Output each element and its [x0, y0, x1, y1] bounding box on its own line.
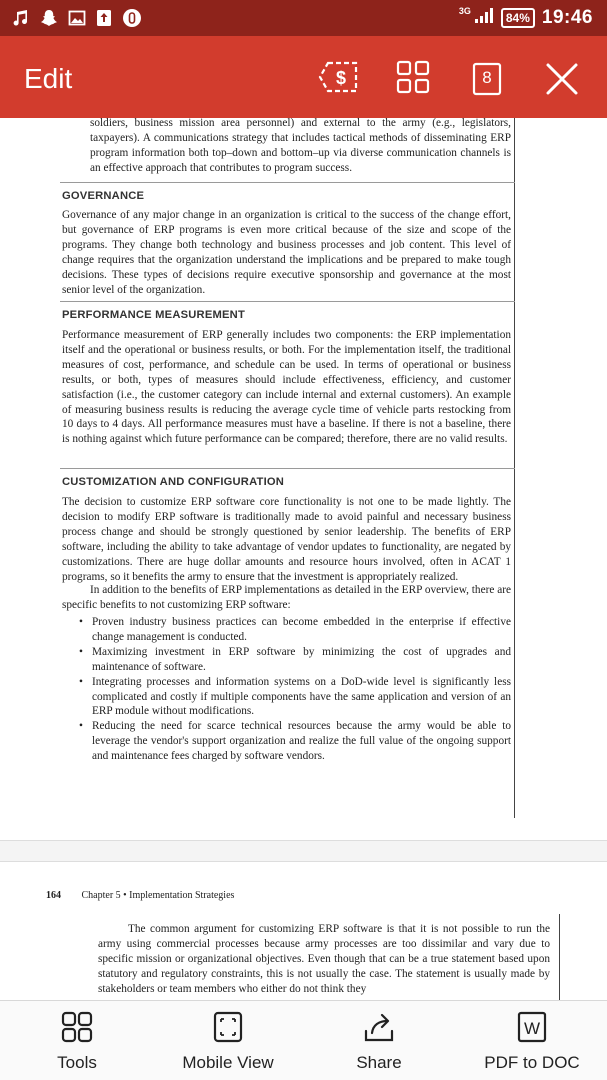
customization-paragraph: The decision to customize ERP software core functionality is not one to be made lightly. The decision to modify ERP software is traditionally made to avoid painful and necessary business process change and should be strongly questioned by senior leadership. The benefits of ERP software, including the ability to take advantage of vendor updates to functionality, are negated by customizations. There are huge dollar amounts and resource hours involved, often in ACAT 1 programs, so it benefits the army to ensure that the investment is appropriately realized.: [62, 496, 511, 583]
share-label: Share: [356, 1053, 402, 1072]
pdf-to-doc-button[interactable]: [480, 1011, 584, 1073]
status-right: [455, 7, 593, 29]
bottom-toolbar: [0, 1000, 607, 1080]
mobile-view-label: Mobile View: [182, 1053, 274, 1072]
pdf-page-163: [60, 118, 515, 818]
svg-text:W: W: [523, 1019, 541, 1038]
section-divider: [60, 468, 515, 469]
page-164-paragraph: The common argument for customizing ERP software is that it is not possible to run the army using commercial processes because army processes are too dissimilar and vary due to specific mission or organizational objectives. Even though that can be a true statement based upon statutory and regulatory constraints, this is not usually the case. The statement is usually made by stakeholders or team members who either do not think they: [98, 923, 550, 995]
performance-heading: PERFORMANCE MEASUREMENT: [62, 309, 245, 321]
list-item: • Proven industry business practices can become embedded in the enterprise if effective change management is conducted.: [62, 615, 511, 645]
tools-button[interactable]: [52, 1011, 102, 1073]
mobile-view-icon: [170, 1011, 286, 1043]
notification-icons: [12, 8, 142, 28]
tools-label: Tools: [57, 1053, 97, 1072]
tools-icon: [52, 1011, 102, 1043]
section-divider: [60, 182, 515, 183]
page-count: 8: [482, 68, 492, 87]
battery-indicator: 84%: [501, 8, 535, 28]
signal-icon: [474, 8, 494, 29]
circle-app-icon: [122, 8, 142, 28]
page-footer: [46, 890, 234, 901]
snapchat-icon: [40, 9, 58, 27]
governance-paragraph: Governance of any major change in an organization is critical to the success of the change effort, but governance of ERP programs is even more critical because of the size and scope of the programs. They change both technology and business processes and job content. This level of change requires that the organization understand the implications and be prepared to make tough decisions. These types of decisions require executive sponsorship and governance at the most senior level of the organization.: [62, 209, 511, 296]
status-bar: [0, 0, 607, 36]
governance-heading: GOVERNANCE: [62, 190, 145, 202]
page-count-button[interactable]: [472, 62, 502, 96]
benefits-list: [62, 615, 511, 764]
page-number: 164: [46, 890, 61, 901]
list-item: • Reducing the need for scarce technical resources because the army would be able to leverage the vendor's support organization and realize the full value of the ongoing support and maintenance fees charged by software vendors.: [62, 719, 511, 764]
photo-icon: [68, 9, 86, 27]
price-tag-icon[interactable]: [318, 60, 360, 99]
grid-view-icon[interactable]: [396, 60, 430, 99]
svg-text:$: $: [335, 68, 347, 88]
customization-paragraph-2: In addition to the benefits of ERP implementations as detailed in the ERP overview, there are specific benefits to not customizing ERP software:: [62, 584, 511, 611]
customization-heading: CUSTOMIZATION AND CONFIGURATION: [62, 476, 285, 488]
network-type: 3G: [458, 6, 471, 16]
edit-button[interactable]: Edit: [24, 63, 73, 94]
mobile-view-button[interactable]: [170, 1011, 286, 1073]
performance-paragraph: Performance measurement of ERP generally includes two components: the ERP implementation itself and the operational or business results, or both. For the implementation itself, the traditional measures of cost, performance, and schedule can be used. In terms of operational or business results, or both, types of measures should include effectiveness, efficiency, and customer satisfaction (i.e., the customer category can include internal and external customers). An example of measuring business results is reducing the average cycle time of vehicle parts restocking from 10 days to 4 days. All performance measures must have a baseline. If there is not a baseline, there is nothing against which future performance can be compared; therefore, there are no valid results.: [62, 329, 511, 446]
app-bar: [0, 36, 607, 118]
page-border: [559, 914, 560, 1000]
word-doc-icon: [480, 1011, 584, 1043]
section-divider: [60, 301, 515, 302]
list-item: • Integrating processes and information systems on a DoD-wide level is significantly less complicated and costly if multiple components have the same application and version of an ERP module without modifications.: [62, 675, 511, 720]
close-icon[interactable]: [545, 62, 579, 101]
page-separator: [0, 840, 607, 862]
list-item: • Maximizing investment in ERP software by minimizing the cost of upgrades and maintenance of software.: [62, 645, 511, 675]
share-icon: [347, 1011, 411, 1043]
music-note-icon: [12, 9, 30, 27]
intro-paragraph: soldiers, business mission area personnel) and external to the army (e.g., legislators, taxpayers). A communications strategy that includes tactical methods of disseminating ERP program information both top–down and bottom–up via diverse communication channels is an effective approach that contributes to program success.: [90, 118, 511, 174]
upload-icon: [96, 9, 112, 27]
pdf-to-doc-label: PDF to DOC: [484, 1053, 580, 1072]
chapter-title: Chapter 5 • Implementation Strategies: [81, 890, 235, 901]
clock: 19:46: [541, 7, 593, 28]
share-button[interactable]: [347, 1011, 411, 1073]
document-viewer[interactable]: [0, 118, 607, 1000]
